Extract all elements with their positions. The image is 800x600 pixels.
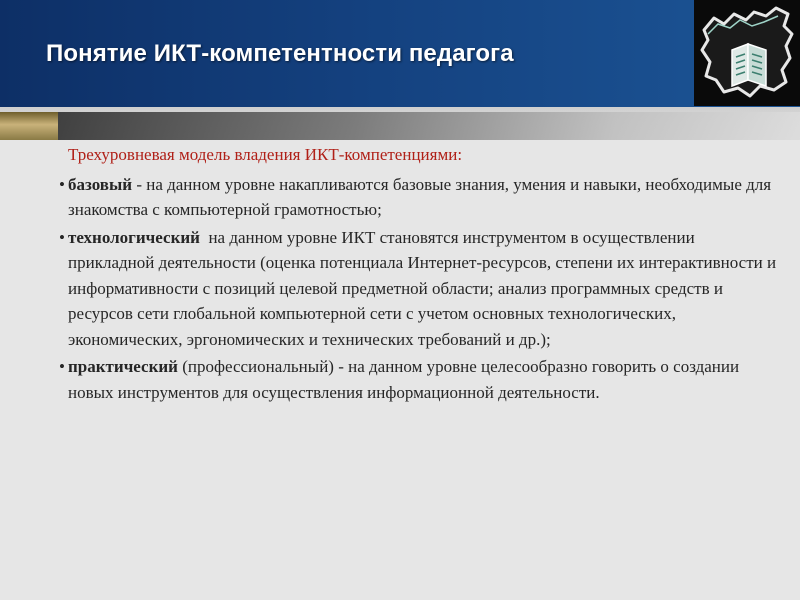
bullet-icon: • xyxy=(59,174,65,194)
bullet-icon: • xyxy=(59,227,65,247)
region-map-book-logo-icon xyxy=(694,0,800,106)
list-item-basic xyxy=(58,172,778,223)
list-item-technological xyxy=(58,225,781,353)
level-term: базовый xyxy=(68,174,133,194)
level-description: на данном уровне ИКТ становятся инструментом в осуществлении прикладной деятельности (оценка потенциала Интернет-ресурсов, степени их интерактивности и информативности с позиций целевой предметной области; анализ программных средств и ресурсов сети глобальной компьютерной сети с учетом основных технологических, экономических, эргономических и технических требований и др.); xyxy=(68,227,781,349)
list-item-practical xyxy=(58,354,778,405)
intro-text: Трехуровневая модель владения ИКТ-компетенциями: xyxy=(68,145,463,164)
level-term: практический xyxy=(68,357,178,376)
decor-band-gold xyxy=(0,112,58,140)
bullet-icon: • xyxy=(59,357,65,376)
slide-content xyxy=(58,142,781,407)
slide-title: Понятие ИКТ-компетентности педагога xyxy=(46,40,514,67)
level-term: технологический xyxy=(68,227,200,247)
level-description: (профессиональный) - на данном уровне целесообразно говорить о создании новых инструментов для осуществления информационной деятельности. xyxy=(68,357,740,402)
level-description: - на данном уровне накапливаются базовые знания, умения и навыки, необходимые для знакомства с компьютерной грамотностью; xyxy=(68,174,772,219)
decor-band-gradient xyxy=(58,112,800,140)
